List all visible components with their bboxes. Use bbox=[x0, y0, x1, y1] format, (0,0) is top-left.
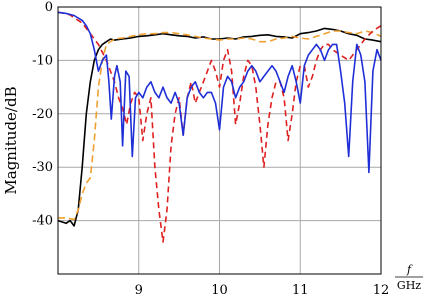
x-tick-label: 9 bbox=[134, 283, 143, 298]
x-tick-label: 10 bbox=[211, 283, 228, 298]
x-tick-label: 11 bbox=[291, 283, 309, 298]
x-tick-label: 12 bbox=[372, 283, 390, 298]
y-tick-label: 0 bbox=[44, 0, 53, 15]
y-axis-title: Magnitude/dB bbox=[2, 86, 20, 195]
x-axis-title-numerator: f bbox=[406, 263, 412, 276]
y-tick-label: -10 bbox=[32, 53, 53, 69]
x-axis-title bbox=[395, 263, 423, 292]
y-tick-label: -20 bbox=[32, 106, 53, 122]
y-tick-label: -30 bbox=[32, 160, 53, 176]
y-tick-label: -40 bbox=[32, 213, 53, 229]
x-axis-title-denominator: GHz bbox=[396, 279, 422, 292]
